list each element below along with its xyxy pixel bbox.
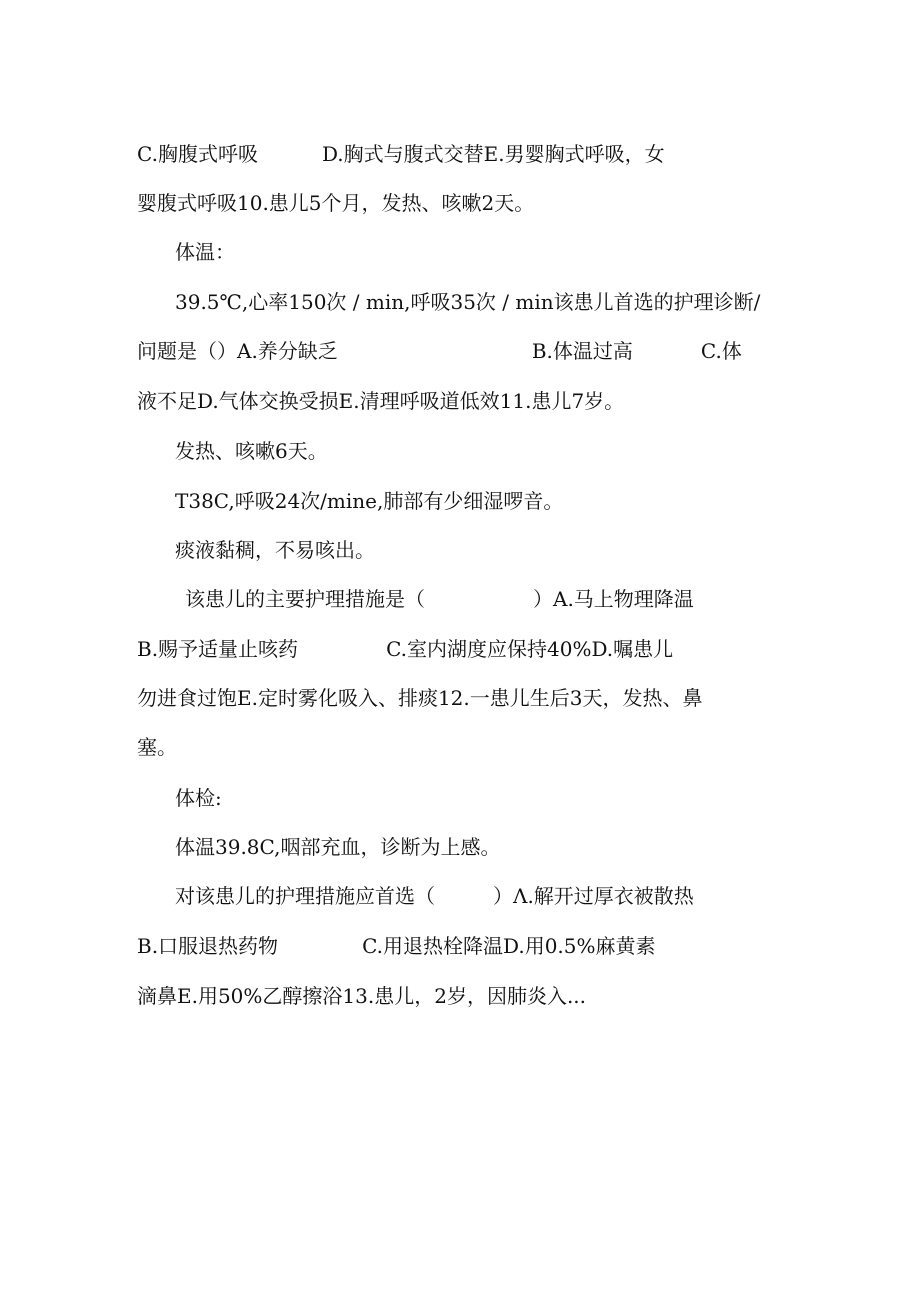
text-line [137, 684, 703, 712]
text-segment: 问题是（）A.养分缺乏 [137, 339, 338, 363]
text-line [175, 784, 222, 812]
text-segment: B.赐予适量止咳药 [137, 637, 299, 661]
text-segment: 体温39.8C,咽部充血，诊断为上感。 [175, 835, 501, 859]
text-segment: C.体 [700, 339, 742, 363]
text-segment: 痰液黏稠，不易咳出。 [175, 538, 375, 562]
text-segment: 体温： [175, 240, 235, 264]
text-line [175, 288, 760, 316]
text-segment: B.体温过高 [531, 339, 633, 363]
text-line [175, 487, 563, 515]
text-line [137, 733, 177, 761]
text-line [137, 635, 673, 663]
text-line [175, 437, 328, 465]
text-segment: 塞。 [137, 735, 177, 759]
text-segment: T38C,呼吸24次/mine,肺部有少细湿啰音。 [175, 489, 564, 513]
text-segment: C.用退热栓降温D.用0.5%麻黄素 [362, 934, 656, 958]
text-segment: 滴鼻E.用50%乙醇擦浴13.患儿，2岁，因肺炎入... [137, 984, 587, 1008]
text-segment: 勿进食过饱E.定时雾化吸入、排痰12.一患儿生后3天，发热、鼻 [137, 686, 703, 710]
text-segment: ）Λ.解开过厚衣被散热 [493, 884, 694, 908]
text-segment: 该患儿的主要护理措施是（ [185, 587, 425, 611]
text-segment: 婴腹式呼吸10.患儿5个月，发热、咳嗽2天。 [137, 191, 535, 215]
text-segment: 发热、咳嗽6天。 [175, 439, 328, 463]
text-segment: 体检: [175, 786, 222, 810]
text-line [185, 585, 694, 613]
text-segment: B.口服退热药物 [137, 934, 279, 958]
text-line [175, 882, 694, 910]
text-line [175, 833, 500, 861]
text-segment: D.胸式与腹式交替E.男婴胸式呼吸，女 [321, 142, 665, 166]
text-line [137, 337, 742, 365]
text-line [137, 189, 534, 217]
text-segment: C.室内湖度应保持40%D.嘱患儿 [386, 637, 674, 661]
text-line [137, 982, 586, 1010]
text-segment: C.胸腹式呼吸 [137, 142, 258, 166]
text-line [175, 238, 235, 266]
text-segment: ）A.马上物理降温 [533, 587, 694, 611]
text-line [137, 140, 665, 168]
text-line [137, 932, 656, 960]
text-line [137, 387, 624, 415]
text-segment: 39.5℃,心率150次 / min,呼吸35次 / min该患儿首选的护理诊断/ [175, 290, 761, 314]
text-segment: 对该患儿的护理措施应首选（ [175, 884, 435, 908]
text-segment: 液不足D.气体交换受损E.清理呼吸道低效11.患儿7岁。 [137, 389, 625, 413]
text-line [175, 536, 375, 564]
